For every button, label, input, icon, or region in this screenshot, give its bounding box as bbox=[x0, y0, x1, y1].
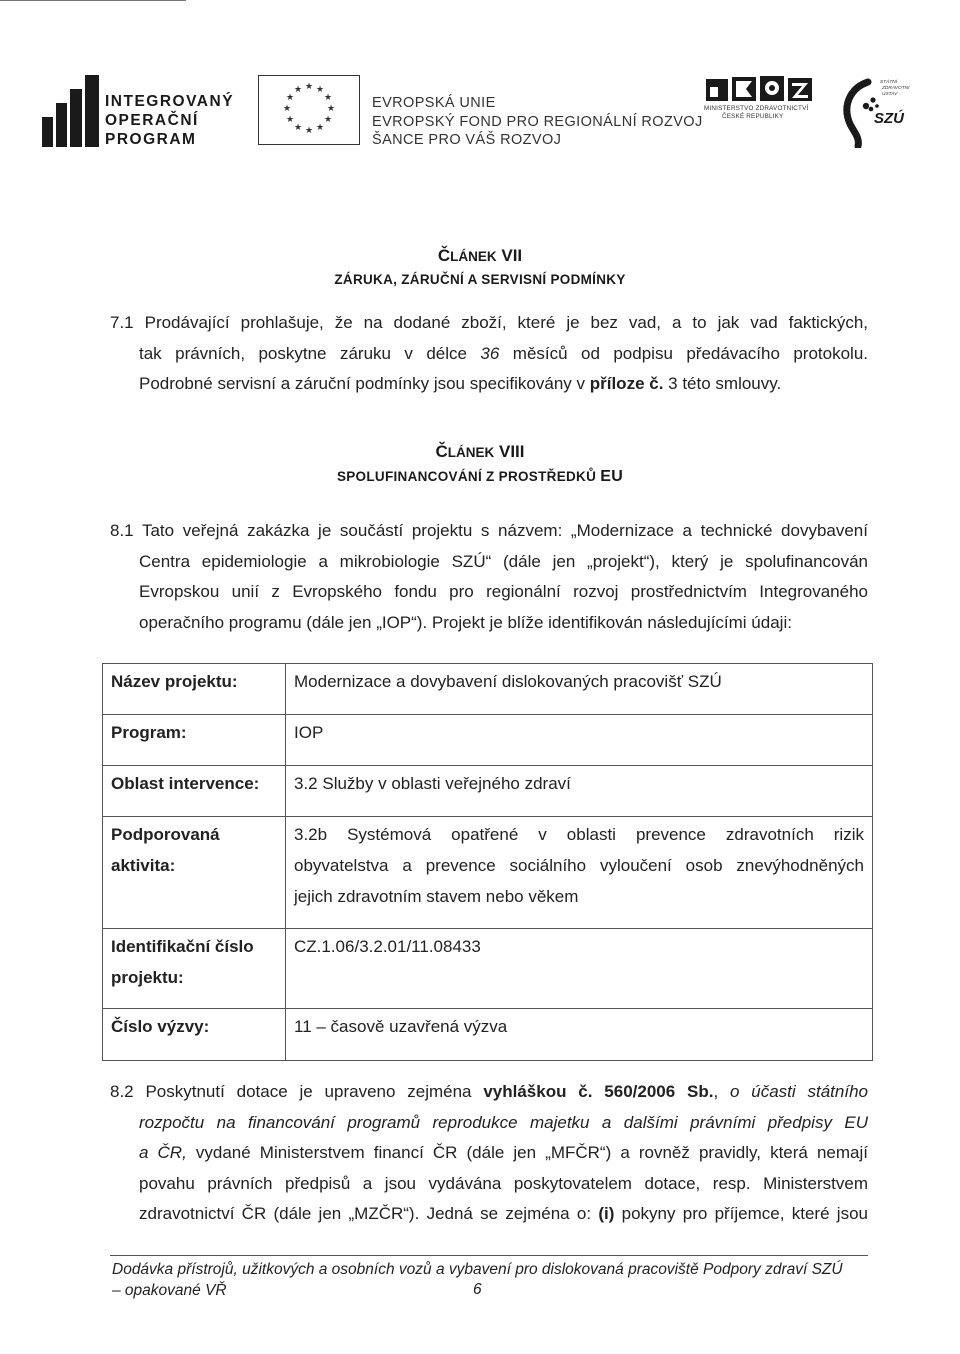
iop-logo-text bbox=[105, 92, 234, 149]
eu-text bbox=[372, 94, 703, 150]
text-line: Podrobné servisní a záruční podmínky jsou specifikovány v příloze č. 3 této smlouvy. bbox=[139, 374, 782, 394]
text-line: 8.1 Tato veřejná zakázka je součástí projektu s názvem: „Modernizace a technické dovybavení bbox=[110, 521, 868, 540]
table-value: Modernizace a dovybavení dislokovaných pracovišť SZÚ bbox=[286, 664, 873, 715]
table-row bbox=[103, 929, 873, 1009]
text-line: zdravotnictví ČR (dále jen „MZČR“). Jedná se zejména o: (i) pokyny pro příjemce, které jsou bbox=[139, 1204, 868, 1224]
text-line: Evropskou unií z Evropského fondu pro regionální rozvoj prostřednictvím Integrovaného bbox=[139, 582, 868, 602]
table-label: Podporovaná aktivita: bbox=[103, 817, 286, 929]
eu-line: ŠANCE PRO VÁŠ ROZVOJ bbox=[372, 132, 562, 148]
table-label: Číslo výzvy: bbox=[103, 1009, 286, 1061]
footer-divider bbox=[110, 1255, 868, 1256]
article-7-title: ČLÁNEK VII bbox=[437, 246, 523, 265]
svg-text:★: ★ bbox=[293, 85, 303, 95]
text-line: povahu právních předpisů a jsou vydávána poskytovatelem dotace, resp. Ministerstvem bbox=[139, 1173, 868, 1193]
footer-line: Dodávka přístrojů, užitkových a osobních vozů a vybavení pro dislokovaná pracoviště Podpory zdraví SZÚ bbox=[112, 1261, 843, 1278]
svg-text:★: ★ bbox=[293, 123, 303, 133]
svg-text:★: ★ bbox=[304, 126, 314, 136]
table-row bbox=[103, 664, 873, 715]
szu-small-line: ZDRAVOTNÍ bbox=[882, 86, 910, 91]
text-line: tak právních, poskytne záruku v délce 36 měsíců od podpisu předávacího protokolu. bbox=[139, 343, 868, 363]
table-label: Program: bbox=[103, 715, 286, 766]
article-7-heading bbox=[0, 246, 960, 287]
table-label: Oblast intervence: bbox=[103, 766, 286, 817]
iop-logo bbox=[42, 75, 242, 147]
table-value: IOP bbox=[286, 715, 873, 766]
article-8-heading bbox=[0, 442, 960, 486]
table-row bbox=[103, 1009, 873, 1061]
ministry-caption-line: MINISTERSTVO ZDRAVOTNICTVÍ bbox=[704, 105, 809, 112]
text-line: 8.2 Poskytnutí dotace je upraveno zejména vyhláškou č. 560/2006 Sb., o účasti státního bbox=[110, 1082, 868, 1101]
table-row bbox=[103, 817, 873, 929]
table-row bbox=[103, 766, 873, 817]
szu-small-line: ÚSTAV bbox=[882, 92, 898, 97]
svg-text:★: ★ bbox=[285, 115, 295, 125]
svg-text:★: ★ bbox=[315, 85, 325, 95]
text-line: rozpočtu na financování programů reprodukce majetku a dalšími právními předpisy EU bbox=[139, 1112, 868, 1132]
svg-text:★: ★ bbox=[323, 93, 333, 103]
szu-small-line: STÁTNÍ bbox=[880, 80, 898, 85]
text-line: 7.1 Prodávající prohlašuje, že na dodané zboží, které je bez vad, a to jak vad faktických, bbox=[110, 313, 868, 332]
iop-line: OPERAČNÍ bbox=[105, 112, 199, 129]
svg-text:★: ★ bbox=[304, 82, 314, 92]
footer-line: – opakované VŘ bbox=[112, 1281, 227, 1299]
text-line: a ČR, vydané Ministerstvem financí ČR (dále jen „MFČR“) a rovněž pravidly, která nemají bbox=[139, 1143, 868, 1163]
text-line: Centra epidemiologie a mikrobiologie SZÚ“ (dále jen „projekt“), který je spolufinancován bbox=[139, 551, 868, 571]
project-identification-table bbox=[102, 663, 873, 1061]
ministry-logo bbox=[704, 75, 820, 125]
svg-text:★: ★ bbox=[285, 93, 295, 103]
section-8-1 bbox=[110, 516, 868, 638]
szu-small-text bbox=[876, 80, 909, 98]
table-value: 11 – časově uzavřená výzva bbox=[286, 1009, 873, 1061]
table-value: CZ.1.06/3.2.01/11.08433 bbox=[286, 929, 873, 1009]
svg-text:★: ★ bbox=[323, 115, 333, 125]
iop-line: INTEGROVANÝ bbox=[105, 93, 235, 110]
table-value: 3.2 Služby v oblasti veřejného zdraví bbox=[286, 766, 873, 817]
eu-flag-icon bbox=[258, 75, 360, 145]
svg-text:★: ★ bbox=[326, 104, 336, 114]
ministry-emblem-icon bbox=[706, 75, 814, 103]
table-label: Identifikační číslo projektu: bbox=[103, 929, 286, 1009]
page-number: 6 bbox=[473, 1281, 482, 1298]
svg-text:★: ★ bbox=[282, 104, 292, 114]
scan-top-line bbox=[0, 0, 186, 1]
svg-text:★: ★ bbox=[315, 123, 325, 133]
article-7-subtitle: ZÁRUKA, ZÁRUČNÍ A SERVISNÍ PODMÍNKY bbox=[334, 272, 626, 287]
table-value: 3.2b Systémová opatřené v oblasti prevence zdravotních rizik obyvatelstva a prevence sociálního vyloučení osob znevýhodněných jejich zdravotním stavem nebo věkem bbox=[286, 817, 873, 929]
iop-line: PROGRAM bbox=[105, 131, 197, 148]
szu-abbr: SZÚ bbox=[874, 110, 904, 127]
eu-line: EVROPSKÁ UNIE bbox=[372, 95, 496, 111]
section-8-2 bbox=[110, 1077, 868, 1230]
text-line: operačního programu (dále jen „IOP“). Projekt je blíže identifikován následujícími údaji: bbox=[139, 612, 792, 632]
article-8-title: ČLÁNEK VIII bbox=[435, 442, 525, 461]
iop-bars-graphic bbox=[42, 75, 102, 147]
section-7-1 bbox=[110, 308, 868, 400]
table-row bbox=[103, 715, 873, 766]
ministry-caption bbox=[704, 105, 808, 121]
ministry-caption-line: ČESKÉ REPUBLIKY bbox=[722, 113, 784, 120]
table-label: Název projektu: bbox=[103, 664, 286, 715]
szu-logo bbox=[836, 76, 908, 148]
eu-line: EVROPSKÝ FOND PRO REGIONÁLNÍ ROZVOJ bbox=[372, 113, 703, 130]
article-8-subtitle: SPOLUFINANCOVÁNÍ Z PROSTŘEDKŮ EU bbox=[336, 468, 624, 485]
